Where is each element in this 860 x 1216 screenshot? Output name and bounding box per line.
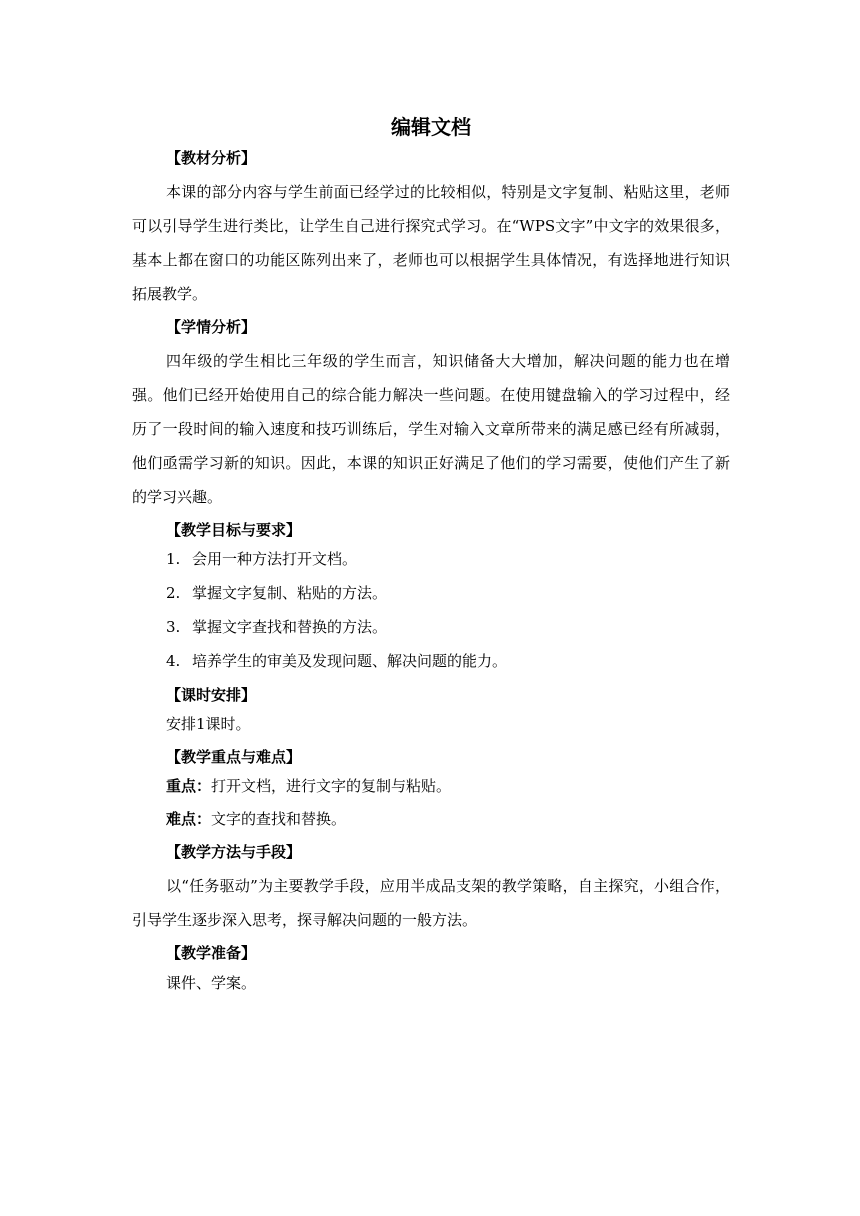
list-item-number: 1.: [166, 550, 181, 568]
document-page: [132, 112, 730, 1002]
textbook-analysis-paragraph: 本课的部分内容与学生前面已经学过的比较相似，特别是文字复制、粘贴这里，老师可以引导学生进行类比，让学生自己进行探究式学习。在“WPS文字”中文字的效果很多，基本上都在窗口的功能区陈列出来了，老师也可以根据学生具体情况，有选择地进行知识拓展教学。: [132, 183, 730, 303]
student-analysis-paragraph: 四年级的学生相比三年级的学生而言，知识储备大大增加，解决问题的能力也在增强。他们已经开始使用自己的综合能力解决一些问题。在使用键盘输入的学习过程中，经历了一段时间的输入速度和技巧训练后，学生对输入文章所带来的满足感已经有所减弱，他们亟需学习新的知识。因此，本课的知识正好满足了他们的学习需要，使他们产生了新的学习兴趣。: [132, 352, 730, 506]
teaching-prep-text: 课件、学案。: [166, 974, 257, 992]
list-item-text: 掌握文字复制、粘贴的方法。: [192, 584, 388, 602]
document-title: 编辑文档: [391, 115, 471, 139]
heading-class-schedule: 【课时安排】: [166, 686, 257, 704]
key-point-text: 打开文档，进行文字的复制与粘贴。: [211, 777, 452, 795]
class-schedule-text: 安排1课时。: [166, 715, 251, 733]
key-point-label: 重点：: [166, 777, 212, 795]
list-item-text: 培养学生的审美及发现问题、解决问题的能力。: [192, 652, 508, 670]
heading-student-analysis: 【学情分析】: [166, 318, 257, 336]
list-item: [132, 649, 730, 673]
key-point-line: [132, 774, 730, 798]
difficult-point-text: 文字的查找和替换。: [211, 810, 347, 828]
heading-teaching-prep: 【教学准备】: [166, 944, 257, 962]
difficult-point-line: [132, 807, 730, 831]
heading-key-points: 【教学重点与难点】: [166, 748, 302, 766]
list-item-text: 会用一种方法打开文档。: [192, 550, 358, 568]
heading-teaching-methods: 【教学方法与手段】: [166, 843, 302, 861]
list-item: [132, 581, 730, 605]
teaching-goals-list: [132, 547, 730, 673]
list-item: [132, 547, 730, 571]
list-item-number: 4.: [166, 652, 181, 670]
teaching-methods-paragraph: 以“任务驱动”为主要教学手段，应用半成品支架的教学策略，自主探究，小组合作，引导学生逐步深入思考，探寻解决问题的一般方法。: [132, 877, 730, 929]
heading-teaching-goals: 【教学目标与要求】: [166, 521, 302, 539]
list-item-number: 2.: [166, 584, 181, 602]
list-item-number: 3.: [166, 618, 181, 636]
difficult-point-label: 难点：: [166, 810, 212, 828]
heading-textbook-analysis: 【教材分析】: [166, 149, 257, 167]
list-item: [132, 615, 730, 639]
list-item-text: 掌握文字查找和替换的方法。: [192, 618, 388, 636]
